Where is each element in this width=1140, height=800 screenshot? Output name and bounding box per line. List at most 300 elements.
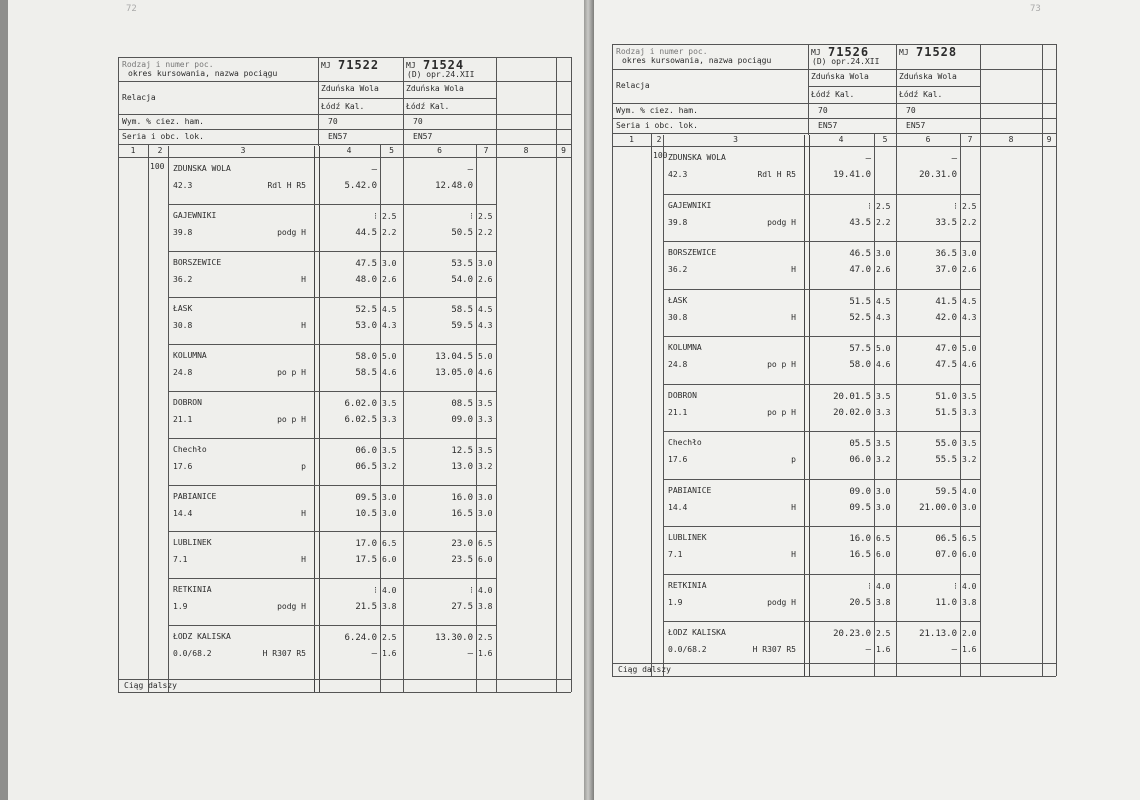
column-number: 2 (157, 146, 163, 155)
table-left-rule (612, 44, 613, 676)
speed-limit: 100 (653, 151, 668, 160)
body-col-rule (496, 146, 497, 692)
station-row-rule (168, 344, 496, 345)
arrival-time: 59.5 (935, 486, 957, 497)
station-row-rule (168, 625, 496, 626)
departure-time: 48.0 (355, 274, 377, 285)
departure-time: 12.48.0 (435, 181, 473, 191)
left-page (8, 0, 584, 800)
arrival-time: 52.5 (355, 305, 377, 316)
station-row-rule (168, 531, 496, 532)
continued-label: Ciąg dalszy (618, 665, 671, 674)
header-label-relacja: Relacja (122, 92, 156, 102)
departure-time: 51.5 (935, 407, 957, 418)
page-number: 73 (1030, 4, 1041, 14)
section-time: 3.2 (478, 461, 493, 471)
header-col-rule (318, 57, 319, 146)
train-number: 71522 (338, 58, 380, 72)
section-time: 4.6 (478, 368, 493, 378)
departure-time: 54.0 (451, 274, 473, 285)
book-spine (584, 0, 594, 800)
departure-time: — (467, 649, 473, 659)
section-time: 2.6 (876, 265, 891, 274)
station-row-rule (663, 194, 980, 195)
departure-time: 52.5 (849, 312, 871, 323)
brake-percent: 70 (906, 106, 916, 115)
departure-time: 09.5 (849, 502, 871, 513)
station-code: p (301, 461, 306, 471)
section-time: 3.3 (876, 407, 891, 417)
arrival-time: 6.02.0 (344, 399, 377, 409)
departure-time: 20.31.0 (919, 170, 957, 180)
station-row-rule (168, 578, 496, 579)
station-km: 39.8 (668, 217, 688, 227)
section-time: 1.6 (962, 645, 977, 654)
locomotive-series: EN57 (818, 121, 838, 130)
header-rule (612, 118, 1056, 119)
station-km: 17.6 (668, 455, 688, 464)
header-rule (612, 69, 1056, 70)
station-code: podg H (767, 217, 796, 227)
departure-time: 58.0 (849, 360, 871, 370)
section-time: 2.5 (478, 633, 493, 642)
station-row-rule (663, 479, 980, 480)
table-bottom-rule (612, 676, 1056, 677)
arrival-time: 23.0 (451, 539, 473, 550)
station-code: H (301, 555, 306, 565)
section-time: 2.5 (382, 211, 397, 221)
station-km: 24.8 (173, 368, 193, 378)
section-time: 6.0 (962, 550, 977, 559)
departure-time: 59.5 (451, 321, 473, 332)
relacja-from: Zduńska Wola (321, 84, 379, 93)
header-label-seria: Seria i obc. lok. (122, 132, 204, 141)
station-row-rule (168, 251, 496, 252)
station-km: 0.0/68.2 (668, 645, 707, 654)
right-page (594, 0, 1140, 800)
station-name: LUBLINEK (173, 538, 212, 548)
section-time: 3.2 (876, 455, 891, 464)
station-code: H (301, 321, 306, 331)
station-km: 1.9 (173, 602, 188, 612)
station-km: 21.1 (668, 407, 688, 417)
station-km: 42.3 (173, 181, 193, 190)
section-time: 5.0 (382, 352, 397, 362)
section-time: 3.2 (382, 461, 397, 471)
footer-rule (118, 679, 571, 680)
arrival-time: ⁝ (954, 201, 957, 212)
arrival-time: 57.5 (849, 344, 871, 354)
section-time: 4.3 (876, 312, 891, 322)
station-name: PABIANICE (668, 485, 712, 495)
arrival-time: 16.0 (849, 534, 871, 544)
station-name: ZDUNSKA WOLA (173, 164, 231, 173)
relacja-from: Zduńska Wola (899, 72, 957, 81)
column-number: 2 (656, 135, 662, 144)
departure-time: 53.0 (355, 321, 377, 332)
station-km: 36.2 (668, 265, 688, 274)
train-note: (D) opr.24.XII (407, 70, 475, 79)
station-km: 14.4 (173, 508, 193, 518)
section-time: 3.0 (382, 508, 397, 518)
table-bottom-rule (118, 692, 571, 693)
station-row-rule (663, 241, 980, 242)
arrival-time: 09.0 (849, 486, 871, 497)
column-number: 8 (1008, 135, 1014, 144)
station-row-rule (168, 297, 496, 298)
section-time: 2.2 (478, 227, 493, 237)
train-number: 71526 (828, 45, 870, 59)
station-name: GAJEWNIKI (668, 200, 712, 210)
relacja-from: Zduńska Wola (406, 84, 464, 93)
station-code: Rdl H R5 (267, 181, 306, 190)
section-time: 3.8 (478, 602, 493, 612)
header-col-rule (808, 44, 809, 135)
section-time: 4.6 (876, 360, 891, 369)
header-label-period: okres kursowania, nazwa pociągu (622, 56, 772, 65)
continued-label: Ciąg dalszy (124, 681, 177, 690)
arrival-time: 47.0 (935, 344, 957, 354)
section-time: 3.0 (478, 492, 493, 502)
section-time: 4.0 (382, 586, 397, 596)
station-row-rule (663, 431, 980, 432)
section-time: 6.0 (382, 555, 397, 565)
station-name: DOBRON (173, 398, 202, 407)
station-km: 17.6 (173, 461, 193, 471)
station-name: PABIANICE (173, 491, 217, 501)
section-time: 6.5 (382, 539, 397, 549)
arrival-time: 06.5 (935, 534, 957, 544)
station-row-rule (663, 336, 980, 337)
station-name: GAJEWNIKI (173, 210, 217, 220)
departure-time: 20.02.0 (833, 407, 871, 418)
section-time: 3.5 (478, 399, 493, 408)
body-col-rule (1042, 135, 1043, 676)
arrival-time: 16.0 (451, 492, 473, 503)
station-code: podg H (277, 227, 306, 237)
station-code: H (791, 312, 796, 322)
arrival-time: 20.23.0 (833, 629, 871, 639)
arrival-time: ⁝ (868, 201, 871, 212)
station-row-rule (663, 384, 980, 385)
section-time: 3.3 (962, 407, 977, 417)
departure-time: 43.5 (849, 217, 871, 228)
departure-time: 55.5 (935, 455, 957, 465)
body-col-rule (896, 135, 897, 676)
relacja-mid-rule (318, 98, 496, 99)
column-number: 8 (523, 146, 529, 155)
arrival-time: 09.5 (355, 492, 377, 503)
section-time: 3.0 (962, 502, 977, 512)
body-col-rule (651, 135, 652, 676)
departure-time: 16.5 (849, 550, 871, 560)
station-name: BORSZEWICE (173, 257, 222, 267)
header-label-wym: Wym. % ciez. ham. (616, 106, 698, 115)
section-time: 2.6 (962, 265, 977, 274)
departure-time: 42.0 (935, 312, 957, 323)
locomotive-series: EN57 (413, 132, 433, 141)
section-time: 2.0 (962, 629, 977, 638)
column-number: 9 (1046, 135, 1052, 144)
departure-time: 44.5 (355, 227, 377, 238)
header-label-period: okres kursowania, nazwa pociągu (128, 69, 278, 78)
section-time: 4.5 (478, 305, 493, 315)
station-code: H (791, 550, 796, 559)
section-time: 4.6 (962, 360, 977, 369)
departure-time: 23.5 (451, 555, 473, 566)
section-time: 5.0 (962, 344, 977, 353)
departure-time: — (951, 645, 957, 655)
section-time: 3.0 (478, 258, 493, 268)
station-name: Chechło (173, 444, 207, 454)
relacja-to: Łódź Kal. (406, 101, 450, 111)
arrival-time: 08.5 (451, 399, 473, 409)
station-km: 42.3 (668, 170, 688, 179)
header-rule (612, 146, 1056, 147)
station-code: H R307 R5 (262, 649, 306, 658)
section-time: 3.5 (478, 445, 493, 455)
body-col-rule (476, 146, 477, 692)
header-col-rule (556, 57, 557, 146)
section-time: 3.5 (962, 391, 977, 401)
arrival-time: 58.5 (451, 305, 473, 316)
station-code: podg H (767, 597, 796, 607)
section-time: 3.5 (876, 391, 891, 401)
departure-time: 33.5 (935, 217, 957, 228)
departure-time: 06.0 (849, 455, 871, 465)
header-label-relacja: Relacja (616, 81, 650, 90)
departure-time: 17.5 (355, 555, 377, 566)
column-number: 7 (483, 146, 489, 155)
arrival-time: 20.01.5 (833, 391, 871, 402)
arrival-time: 13.04.5 (435, 352, 473, 363)
departure-time: 5.42.0 (344, 181, 377, 191)
train-type: MJ (811, 48, 821, 57)
station-name: ZDUNSKA WOLA (668, 153, 726, 162)
section-time: 3.8 (876, 597, 891, 607)
section-time: 3.5 (382, 445, 397, 455)
station-name: LUBLINEK (668, 533, 707, 542)
arrival-time: ⁝ (954, 581, 957, 592)
section-time: 6.0 (478, 555, 493, 565)
section-time: 4.0 (962, 581, 977, 591)
arrival-time: — (865, 154, 871, 164)
section-time: 3.8 (382, 602, 397, 612)
arrival-time: — (371, 165, 377, 175)
arrival-time: 47.5 (355, 258, 377, 269)
brake-percent: 70 (818, 106, 828, 115)
departure-time: 27.5 (451, 602, 473, 613)
arrival-time: ⁝ (470, 211, 473, 222)
train-type: MJ (321, 61, 331, 70)
station-name: RETKINIA (668, 580, 707, 590)
section-time: 4.3 (962, 312, 977, 322)
body-col-rule (380, 146, 381, 692)
section-time: 3.2 (962, 455, 977, 464)
station-km: 21.1 (173, 415, 193, 424)
section-time: 5.0 (478, 352, 493, 362)
station-km: 36.2 (173, 274, 193, 284)
station-code: podg H (277, 602, 306, 612)
arrival-time: 58.0 (355, 352, 377, 363)
station-km: 7.1 (668, 550, 683, 559)
arrival-time: ⁝ (374, 211, 377, 222)
station-code: H (791, 265, 796, 274)
station-code: H (791, 502, 796, 512)
station-km: 14.4 (668, 502, 688, 512)
station-code: po p H (277, 368, 306, 378)
departure-time: 07.0 (935, 550, 957, 560)
station-code: po p H (767, 360, 796, 369)
section-time: 4.5 (962, 296, 977, 306)
footer-rule (612, 663, 1056, 664)
section-time: 3.0 (962, 249, 977, 258)
column-number: 5 (389, 146, 394, 155)
section-time: 3.0 (382, 492, 397, 502)
arrival-time: ⁝ (868, 581, 871, 592)
section-time: 3.0 (876, 249, 891, 258)
arrival-time: 53.5 (451, 258, 473, 269)
column-number: 3 (733, 135, 738, 144)
arrival-time: 13.30.0 (435, 633, 473, 643)
section-time: 6.5 (478, 539, 493, 549)
departure-time: 37.0 (935, 265, 957, 275)
locomotive-series: EN57 (328, 132, 348, 141)
body-col-rule (980, 135, 981, 676)
arrival-time: ⁝ (470, 586, 473, 597)
departure-time: 13.0 (451, 461, 473, 472)
section-time: 4.0 (876, 581, 891, 591)
table-left-rule (118, 57, 119, 692)
relacja-mid-rule (808, 86, 980, 87)
section-time: 3.5 (876, 439, 891, 448)
locomotive-series: EN57 (906, 121, 926, 130)
header-label-train: Rodzaj i numer poc. (122, 60, 214, 69)
station-name: RETKINIA (173, 585, 212, 595)
station-code: H (301, 508, 306, 518)
arrival-time: 41.5 (935, 296, 957, 307)
departure-time: 6.02.5 (344, 415, 377, 425)
departure-time: 50.5 (451, 227, 473, 238)
section-time: 2.2 (876, 217, 891, 227)
section-time: 3.0 (478, 508, 493, 518)
departure-time: 09.0 (451, 415, 473, 425)
brake-percent: 70 (413, 117, 423, 126)
section-time: 4.3 (478, 321, 493, 331)
header-rule (118, 129, 571, 130)
section-time: 2.6 (478, 274, 493, 284)
relacja-from: Zduńska Wola (811, 72, 869, 81)
departure-time: 20.5 (849, 597, 871, 608)
arrival-time: 05.5 (849, 439, 871, 449)
body-col-rule-double (804, 135, 810, 676)
section-time: 1.6 (478, 649, 493, 658)
brake-percent: 70 (328, 117, 338, 126)
speed-limit: 100 (150, 162, 165, 171)
header-col-rule (1042, 44, 1043, 135)
station-name: KOLUMNA (668, 343, 702, 352)
station-row-rule (168, 438, 496, 439)
header-label-seria: Seria i obc. lok. (616, 121, 698, 130)
station-km: 7.1 (173, 555, 188, 565)
station-code: Rdl H R5 (757, 170, 796, 179)
section-time: 4.5 (876, 296, 891, 306)
column-number: 6 (437, 146, 442, 155)
column-number: 7 (967, 135, 973, 144)
column-number: 1 (130, 146, 136, 155)
arrival-time: 06.0 (355, 445, 377, 456)
section-time: 3.0 (876, 486, 891, 496)
train-note: (D) opr.24.XII (812, 57, 880, 66)
section-time: 6.5 (962, 534, 977, 543)
station-row-rule (168, 485, 496, 486)
station-name: ŁODZ KALISKA (173, 632, 231, 641)
departure-time: 58.5 (355, 368, 377, 379)
station-name: ŁASK (173, 304, 193, 314)
arrival-time: 51.0 (935, 391, 957, 402)
section-time: 6.5 (876, 534, 891, 543)
arrival-time: 17.0 (355, 539, 377, 550)
departure-time: 19.41.0 (833, 170, 871, 180)
station-row-rule (663, 574, 980, 575)
station-code: po p H (277, 415, 306, 424)
station-code: po p H (767, 407, 796, 417)
section-time: 2.5 (478, 211, 493, 221)
section-time: 4.6 (382, 368, 397, 378)
section-time: 2.2 (962, 217, 977, 227)
header-col-rule (980, 44, 981, 135)
body-col-rule (874, 135, 875, 676)
header-label-train: Rodzaj i numer poc. (616, 47, 708, 56)
station-name: KOLUMNA (173, 351, 207, 361)
header-col-rule (403, 57, 404, 146)
section-time: 2.6 (382, 274, 397, 284)
arrival-time: 55.0 (935, 439, 957, 449)
station-name: BORSZEWICE (668, 248, 717, 257)
section-time: 5.0 (876, 344, 891, 353)
arrival-time: — (951, 154, 957, 164)
section-time: 4.5 (382, 305, 397, 315)
section-time: 3.3 (382, 415, 397, 424)
station-km: 39.8 (173, 227, 193, 237)
header-rule (612, 133, 1056, 134)
departure-time: 21.5 (355, 602, 377, 613)
departure-time: 47.5 (935, 360, 957, 370)
column-number: 3 (240, 146, 246, 155)
section-time: 3.8 (962, 597, 977, 607)
station-km: 30.8 (173, 321, 193, 331)
body-col-rule (663, 135, 664, 676)
column-number: 9 (561, 146, 566, 155)
body-col-rule (148, 146, 149, 692)
departure-time: 16.5 (451, 508, 473, 519)
section-time: 2.2 (382, 227, 397, 237)
departure-time: 13.05.0 (435, 368, 473, 379)
arrival-time: — (467, 165, 473, 175)
arrival-time: 36.5 (935, 249, 957, 259)
departure-time: 21.00.0 (919, 502, 957, 513)
relacja-to: Łódź Kal. (321, 101, 365, 111)
section-time: 2.5 (382, 633, 397, 642)
header-rule (612, 103, 1056, 104)
station-km: 30.8 (668, 312, 688, 322)
column-number: 1 (629, 135, 634, 144)
header-rule (118, 144, 571, 145)
departure-time: — (865, 645, 871, 655)
section-time: 2.5 (876, 629, 891, 638)
page-number: 72 (126, 4, 137, 14)
column-number: 4 (838, 135, 844, 144)
